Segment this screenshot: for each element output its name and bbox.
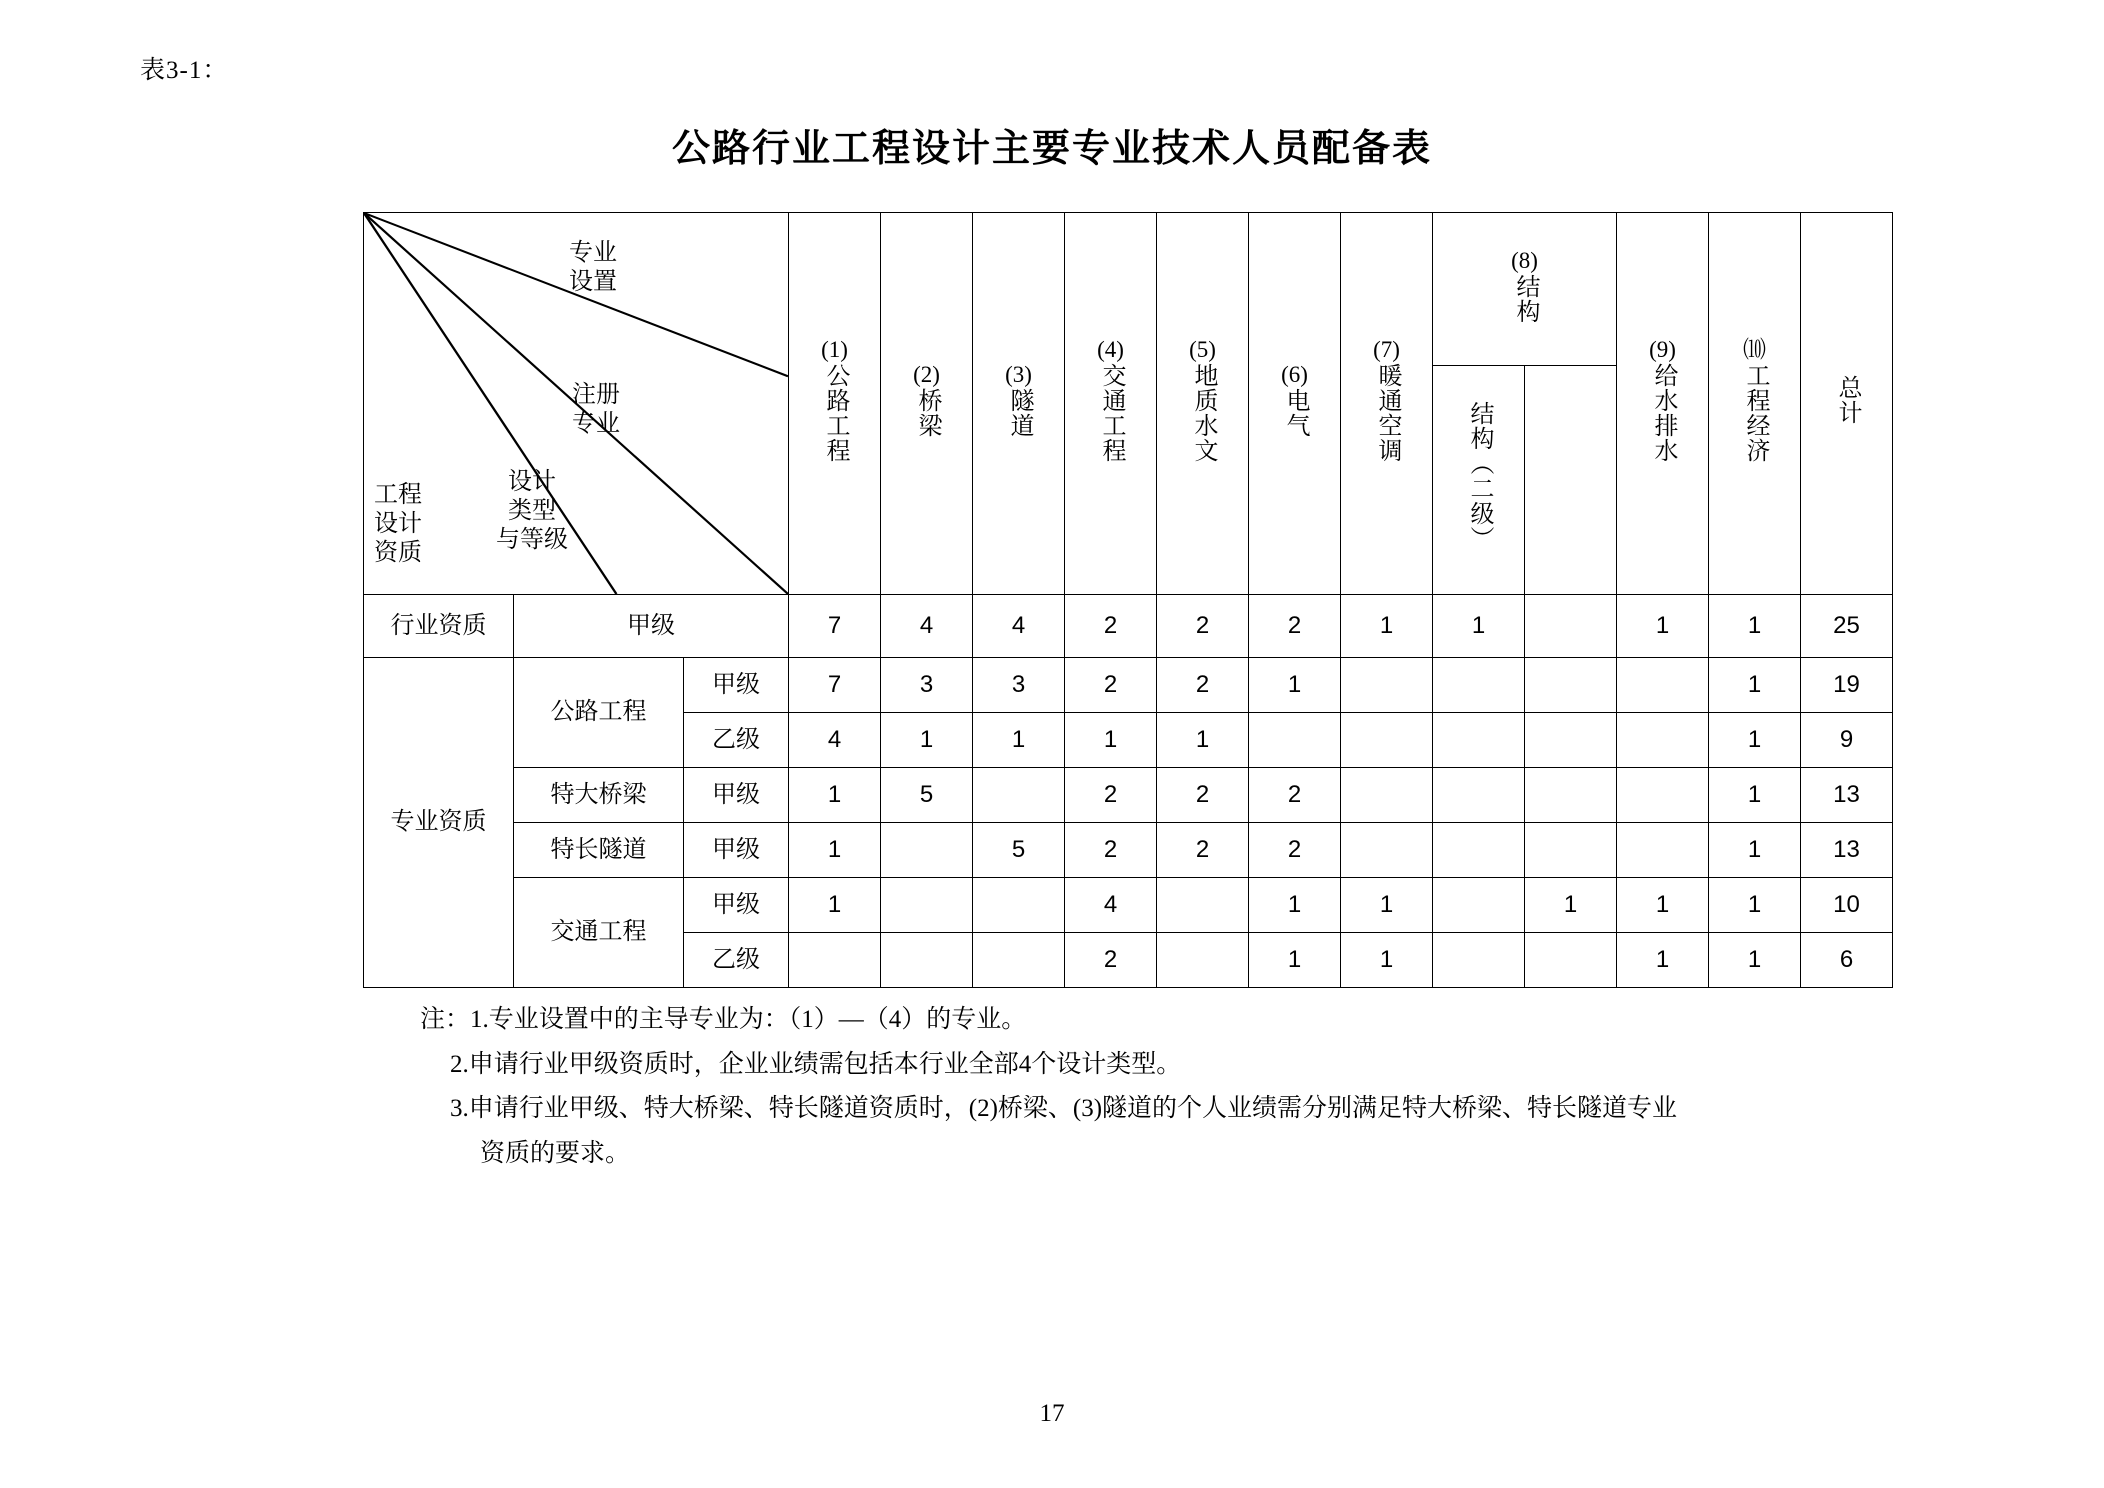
column-name: 交通工程 — [1097, 363, 1124, 464]
table-header-row-1 — [364, 213, 1893, 366]
page-number: 17 — [1039, 1400, 1065, 1427]
cell-value: 5 — [973, 823, 1065, 878]
cell-value: 2 — [1157, 595, 1249, 658]
cell-value: 1 — [973, 713, 1065, 768]
row-grade: 乙级 — [684, 713, 789, 768]
column-name: 公路工程 — [821, 363, 848, 464]
column-name: 电气 — [1281, 388, 1308, 439]
cell-value: 1 — [1617, 595, 1709, 658]
cell-value — [1341, 658, 1433, 713]
cell-total: 9 — [1801, 713, 1893, 768]
cell-value: 1 — [1341, 878, 1433, 933]
cell-value: 1 — [1709, 933, 1801, 988]
column-header-1 — [789, 213, 881, 595]
column-name: 结构 — [1511, 273, 1538, 324]
cell-value: 1 — [881, 713, 973, 768]
cell-value — [881, 823, 973, 878]
cell-value: 2 — [1157, 768, 1249, 823]
corner-label-design-type-grade: 设计 类型 与等级 — [496, 469, 568, 553]
column-number: (6) — [1281, 362, 1308, 388]
cell-value — [1433, 768, 1525, 823]
table-row — [364, 823, 1893, 878]
column-number: (2) — [913, 362, 940, 388]
column-header-10 — [1709, 213, 1801, 595]
cell-value — [1617, 823, 1709, 878]
table-row — [364, 768, 1893, 823]
row-grade: 甲级 — [684, 878, 789, 933]
cell-value: 1 — [1709, 595, 1801, 658]
cell-value — [1341, 768, 1433, 823]
cell-value: 2 — [1249, 768, 1341, 823]
cell-value: 1 — [1709, 823, 1801, 878]
cell-value: 7 — [789, 595, 881, 658]
cell-value: 1 — [1709, 658, 1801, 713]
cell-value — [881, 878, 973, 933]
column-header-9 — [1617, 213, 1709, 595]
structure-blank-cell — [1525, 366, 1617, 595]
column-number: (4) — [1097, 337, 1124, 363]
column-number: ⑽ — [1743, 337, 1766, 363]
column-name: 地质水文 — [1189, 363, 1216, 464]
corner-label-qualification: 工程 设计 资质 — [374, 482, 422, 566]
table-row — [364, 658, 1893, 713]
column-header-4 — [1065, 213, 1157, 595]
cell-total: 13 — [1801, 768, 1893, 823]
cell-value — [1433, 713, 1525, 768]
cell-value — [1525, 658, 1617, 713]
cell-value: 1 — [789, 823, 881, 878]
column-number: (8) — [1511, 247, 1538, 273]
cell-value: 7 — [789, 658, 881, 713]
row-type: 特大桥梁 — [514, 768, 684, 823]
cell-value: 1 — [1065, 713, 1157, 768]
cell-total: 25 — [1801, 595, 1893, 658]
cell-value: 4 — [789, 713, 881, 768]
cell-value: 2 — [1065, 823, 1157, 878]
cell-value: 1 — [1157, 713, 1249, 768]
cell-value: 1 — [1341, 933, 1433, 988]
cell-value: 2 — [1157, 823, 1249, 878]
cell-value: 2 — [1249, 595, 1341, 658]
cell-value — [1433, 878, 1525, 933]
row-group-professional: 专业资质 — [364, 658, 514, 988]
cell-value: 2 — [1157, 658, 1249, 713]
row-type: 特长隧道 — [514, 823, 684, 878]
column-header-total — [1801, 213, 1893, 595]
cell-value: 1 — [1617, 933, 1709, 988]
note-item-2: 2.申请行业甲级资质时，企业业绩需包括本行业全部4个设计类型。 — [450, 1050, 1182, 1078]
cell-value: 1 — [1433, 595, 1525, 658]
cell-value: 4 — [1065, 878, 1157, 933]
column-number: (5) — [1189, 337, 1216, 363]
cell-value: 1 — [1249, 933, 1341, 988]
cell-value — [1525, 933, 1617, 988]
row-type: 公路工程 — [514, 658, 684, 768]
column-header-6 — [1249, 213, 1341, 595]
cell-value: 1 — [1709, 713, 1801, 768]
personnel-allocation-table — [363, 212, 1893, 988]
cell-value — [1525, 595, 1617, 658]
cell-value — [1433, 823, 1525, 878]
cell-total: 6 — [1801, 933, 1893, 988]
row-type: 交通工程 — [514, 878, 684, 988]
note-line-1 — [420, 1000, 1677, 1041]
column-header-2 — [881, 213, 973, 595]
corner-label-major-setup: 专业 设置 — [569, 240, 617, 295]
notes-block — [420, 1000, 1677, 1178]
column-name: 总计 — [1833, 374, 1860, 425]
cell-value: 4 — [881, 595, 973, 658]
table-row — [364, 878, 1893, 933]
row-grade: 甲级 — [684, 823, 789, 878]
cell-value — [1341, 713, 1433, 768]
note-item-4: 资质的要求。 — [480, 1139, 631, 1167]
cell-value: 1 — [1617, 878, 1709, 933]
cell-value — [1341, 823, 1433, 878]
corner-label-registered-major: 注册 专业 — [572, 382, 620, 437]
note-item-1: 1.专业设置中的主导专业为：（1）—（4）的专业。 — [470, 1006, 1027, 1033]
column-name: 工程经济 — [1741, 363, 1768, 464]
cell-value — [1433, 933, 1525, 988]
cell-value: 1 — [1709, 768, 1801, 823]
column-number: (9) — [1649, 337, 1676, 363]
column-header-3 — [973, 213, 1065, 595]
column-header-7 — [1341, 213, 1433, 595]
cell-value — [1525, 768, 1617, 823]
cell-value: 2 — [1065, 768, 1157, 823]
cell-value — [1249, 713, 1341, 768]
cell-value: 1 — [1249, 878, 1341, 933]
column-number: (7) — [1373, 337, 1400, 363]
cell-value: 2 — [1065, 595, 1157, 658]
cell-value — [973, 768, 1065, 823]
column-number: (3) — [1005, 362, 1032, 388]
page-title: 公路行业工程设计主要专业技术人员配备表 — [671, 128, 1432, 170]
cell-value: 2 — [1249, 823, 1341, 878]
column-name: 给水排水 — [1649, 363, 1676, 464]
cell-value — [1617, 658, 1709, 713]
corner-diagonal-cell — [364, 213, 789, 595]
cell-value: 4 — [973, 595, 1065, 658]
cell-value — [1157, 878, 1249, 933]
cell-value: 1 — [789, 878, 881, 933]
cell-value: 5 — [881, 768, 973, 823]
row-grade: 乙级 — [684, 933, 789, 988]
row-grade: 甲级 — [684, 768, 789, 823]
cell-total: 10 — [1801, 878, 1893, 933]
cell-value: 1 — [1525, 878, 1617, 933]
column-name: 隧道 — [1005, 388, 1032, 439]
column-header-5 — [1157, 213, 1249, 595]
row-group-industry: 行业资质 — [364, 595, 514, 658]
cell-total: 19 — [1801, 658, 1893, 713]
column-header-8 — [1433, 213, 1617, 366]
cell-value — [1157, 933, 1249, 988]
cell-value — [1617, 768, 1709, 823]
cell-value: 1 — [789, 768, 881, 823]
cell-value: 2 — [1065, 933, 1157, 988]
column-name: 暖通空调 — [1373, 363, 1400, 464]
cell-value — [881, 933, 973, 988]
cell-value — [973, 878, 1065, 933]
row-grade: 甲级 — [514, 595, 789, 658]
row-grade: 甲级 — [684, 658, 789, 713]
cell-value — [1433, 658, 1525, 713]
cell-value — [1525, 713, 1617, 768]
cell-value — [789, 933, 881, 988]
cell-value: 2 — [1065, 658, 1157, 713]
cell-value: 1 — [1249, 658, 1341, 713]
cell-value: 1 — [1341, 595, 1433, 658]
table-row — [364, 595, 1893, 658]
cell-total: 13 — [1801, 823, 1893, 878]
cell-value: 3 — [973, 658, 1065, 713]
structure-level2-cell — [1433, 366, 1525, 595]
cell-value — [1617, 713, 1709, 768]
column-number: (1) — [821, 337, 848, 363]
note-item-3: 3.申请行业甲级、特大桥梁、特长隧道资质时，(2)桥梁、(3)隧道的个人业绩需分别满足特大桥梁、特长隧道专业 — [450, 1095, 1678, 1122]
cell-value — [1525, 823, 1617, 878]
notes-label: 注： — [420, 1006, 471, 1033]
cell-value: 1 — [1709, 878, 1801, 933]
structure-level2-label: 结构（二级） — [1465, 401, 1492, 552]
table-label: 表3-1： — [140, 57, 229, 84]
cell-value: 3 — [881, 658, 973, 713]
cell-value — [973, 933, 1065, 988]
column-name: 桥梁 — [913, 388, 940, 439]
